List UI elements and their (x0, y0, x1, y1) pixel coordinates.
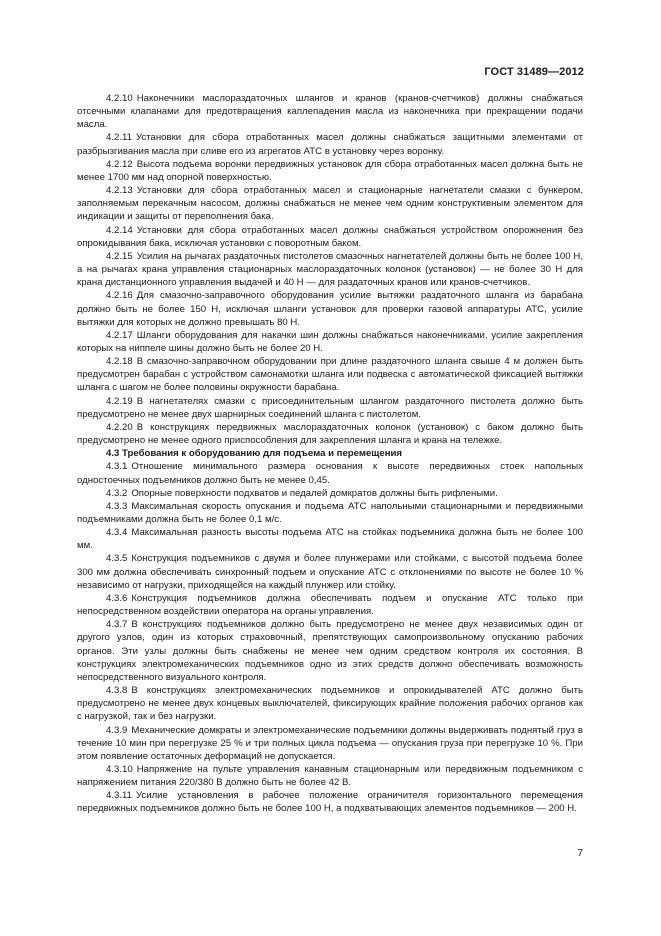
clause-number: 4.3.8 (106, 685, 128, 697)
document-code-header: ГОСТ 31489—2012 (484, 66, 584, 78)
clause-4-3-6 (77, 592, 583, 618)
clause-text: В конструкциях передвижных маслораздаточных колонок (установок) с баком должно быть предусмотрено не менее одного приспособления для закрепления шланга и крана на тележке. (77, 421, 583, 447)
clause-text: Для смазочно-заправочного оборудования усилие вытяжки раздаточного шланга из барабана должно быть не более 150 Н, исключая шланги установок для проверки газовой аппаратуры АТС, усилие вытяжки для которых не должно превышать 80 Н. (77, 290, 583, 328)
clause-4-3-3 (77, 500, 583, 526)
clause-text: Наконечники маслораздаточных шлангов и кранов (кранов-счетчиков) должны снабжаться отсечными клапанами для предотвращения каплепадения масла из наконечника при прекращении подачи масла. (77, 93, 583, 131)
document-body (77, 92, 583, 816)
clause-text: Опорные поверхности подхватов и педалей домкратов должны быть рифлеными. (131, 487, 498, 499)
clause-text: Максимальная скорость опускания и подъема АТС напольными стационарными и передвижными подъемниками должна быть не более 0,1 м/с. (77, 500, 583, 525)
clause-number: 4.3.9 (106, 724, 128, 736)
clause-text: В конструкциях подъемников должно быть предусмотрено не менее двух независимых один от другого узлов, один из которых страховочный, препятствующих самопроизвольному опусканию рабочих органов. Эти узлы должны быть снабжены не менее чем одним средством контроля их состояния. В конструкциях электромеханических подъемников одно из этих средств должно обеспечивать возможность непосредственного визуального контроля. (77, 619, 583, 683)
clause-text: Максимальная разность высоты подъема АТС на стойках подъемника должна быть не более 100 мм. (77, 527, 583, 552)
clause-text: Напряжение на пульте управления канавным стационарным или передвижным подъемником с напряжением питания 220/380 В должно быть не более 42 В. (77, 763, 583, 789)
clause-number: 4.3.5 (106, 553, 128, 565)
clause-4-2-18 (77, 355, 583, 394)
clause-number: 4.2.19 (106, 395, 133, 407)
section-number: 4.3 (106, 448, 120, 460)
clause-4-2-13 (77, 184, 583, 223)
clause-number: 4.2.17 (106, 329, 133, 341)
clause-4-2-19 (77, 395, 583, 421)
clause-4-2-17 (77, 329, 583, 355)
clause-number: 4.2.10 (106, 93, 133, 104)
section-heading-4-3 (77, 447, 583, 460)
clause-4-3-9 (77, 724, 583, 763)
clause-4-3-4 (77, 526, 583, 552)
clause-number: 4.3.10 (106, 763, 133, 775)
clause-number: 4.2.13 (106, 185, 133, 197)
clause-4-3-2 (77, 487, 583, 500)
clause-4-2-20 (77, 421, 583, 447)
clause-number: 4.2.18 (106, 356, 133, 368)
clause-text: Конструкция подъемников с двумя и более плунжерами или стойками, с высотой подъема более 300 мм должна обеспечивать синхронный подъем и опускание АТС с отклонениями по высоте не более 10 % независимо от нагрузки, приходящейся на каждый плунжер или стойку. (77, 553, 583, 591)
clause-text: Механические домкраты и электромеханические подъемники должны выдерживать поднятый груз в течение 10 мин при перегрузке 25 % и три полных цикла подъема — опускания груза при перегрузке 10 %. При этом появление остаточных деформаций не допускается. (77, 724, 583, 762)
clause-text: Установки для сбора отработанных масел и стационарные нагнетатели смазки с бункером, заполняемым перекачным насосом, должны снабжаться не менее чем одним конструктивным элементом для индикации и защиты от переполнения бака. (77, 185, 583, 223)
clause-text: Установки для сбора отработанных масел должны снабжаться устройством опорожнения без опрокидывания бака, исключая установки с поворотным баком. (77, 224, 583, 249)
clause-number: 4.2.12 (106, 158, 133, 170)
clause-text: В конструкциях электромеханических подъемников и опрокидывателей АТС должно быть предусмотрено не менее двух концевых выключателей, фиксирующих крайние положения рабочих органов как с нагрузкой, так и без нагрузки. (77, 685, 583, 723)
page-number: 7 (577, 848, 583, 859)
clause-number: 4.3.2 (106, 487, 128, 499)
clause-4-2-11 (77, 131, 583, 157)
clause-4-2-10 (77, 92, 583, 131)
clause-4-3-5 (77, 552, 583, 591)
clause-text: Усилие установления в рабочее положение ограничителя горизонтального перемещения передвижных подъемников должно быть не более 100 Н, а подхватывающих элементов подъемников — 200 Н. (77, 790, 583, 815)
clause-text: Шланги оборудования для накачки шин должны снабжаться наконечниками, усилие закрепления которых на ниппеле шины должно быть не более 20 Н. (77, 329, 583, 354)
clause-4-2-12 (77, 158, 583, 184)
clause-text: Установки для сбора отработанных масел должны снабжаться защитными элементами от разбрызгивания масла при сливе его из агрегатов АТС в установку через воронку. (77, 132, 583, 157)
clause-number: 4.2.15 (106, 250, 133, 262)
clause-number: 4.2.16 (106, 290, 133, 302)
clause-number: 4.3.3 (106, 500, 128, 512)
clause-number: 4.3.11 (106, 790, 132, 802)
clause-4-3-10 (77, 763, 583, 789)
clause-4-3-1 (77, 460, 583, 486)
clause-4-2-16 (77, 289, 583, 328)
clause-text: Конструкция подъемников должна обеспечивать подъем и опускание АТС только при непосредственном воздействии оператора на органы управления. (77, 592, 583, 618)
clause-text: В нагнетателях смазки с присоединительным шлангом раздаточного пистолета должно быть предусмотрено не менее двух шарнирных соединений шланга с пистолетом. (77, 395, 583, 420)
clause-text: Высота подъема воронки передвижных установок для сбора отработанных масел должна быть не менее 1700 мм над опорной поверхностью. (77, 158, 583, 183)
clause-number: 4.3.6 (106, 592, 128, 604)
clause-text: Усилия на рычагах раздаточных пистолетов смазочных нагнетателей должны быть не более 100 Н, а на рычагах крана управления стационарных маслораздаточных колонок (установок) — не более 30 Н для крана дистанционного управления выдачей и 40 Н — для раздаточных кранов или кранов-счетчиков. (77, 250, 583, 289)
clause-4-3-8 (77, 684, 583, 723)
clause-4-3-11 (77, 789, 583, 815)
clause-4-2-14 (77, 224, 583, 250)
clause-number: 4.3.7 (106, 619, 128, 631)
clause-4-3-7 (77, 618, 583, 684)
clause-number: 4.2.20 (106, 421, 133, 433)
clause-number: 4.3.4 (106, 527, 128, 539)
clause-number: 4.2.11 (106, 132, 132, 144)
clause-text: В смазочно-заправочном оборудовании при длине раздаточного шланга свыше 4 м должен быть предусмотрен барабан с устройством самонамотки шланга или подвеска с автоматической фиксацией вытяжки шланга с шагом не более половины окружности барабана. (77, 356, 583, 394)
clause-number: 4.3.1 (106, 461, 128, 473)
section-title: Требования к оборудованию для подъема и перемещения (122, 448, 403, 460)
clause-text: Отношение минимального размера основания к высоте передвижных стоек напольных одностоечных подъемников должно быть не менее 0,45. (77, 461, 583, 486)
clause-number: 4.2.14 (106, 224, 133, 236)
clause-4-2-15 (77, 250, 583, 289)
